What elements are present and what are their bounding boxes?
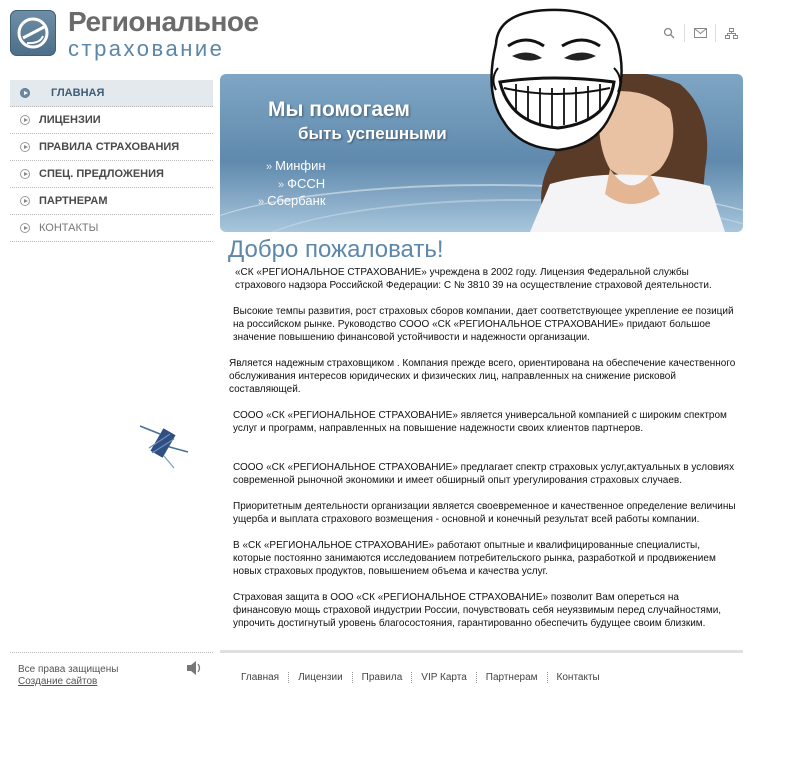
speaker-icon[interactable]: [186, 660, 202, 676]
nav-item-home[interactable]: [10, 80, 213, 107]
satellite-image: [134, 412, 194, 472]
main-content: [229, 266, 739, 630]
arrow-icon: »: [258, 196, 265, 208]
nav-item-partners[interactable]: [10, 188, 213, 215]
paragraph: Приоритетным деятельности организации является своевременное и качественное определение величины ущерба и выплата страхового возмещения - основной и конечный результат всей работы компании.: [233, 501, 736, 525]
page-title: Добро пожаловать!: [228, 236, 444, 263]
paragraph: В «СК «РЕГИОНАЛЬНОЕ СТРАХОВАНИЕ» работают опытные и квалифицированные специалисты, которые постоянно занимаются исследованием потребительского рынка, разработкой и продвижением новых страховых продуктов, повышением объема и качества услуг.: [233, 540, 716, 577]
top-icons: [654, 24, 746, 42]
paragraph: Высокие темпы развития, рост страховых сборов компании, дает соответствующее укрепление ее позиций на российском рынке. Руководство СООО «СК «РЕГИОНАЛЬНОЕ СТРАХОВАНИЕ» придают большое значение повышению финансовой устойчивости и надежности организации.: [233, 306, 734, 343]
nav-item-contacts[interactable]: [10, 215, 213, 242]
nav-item-licenses[interactable]: [10, 107, 213, 134]
banner-subheadline: быть успешными: [298, 124, 447, 143]
bullet-icon: [20, 223, 30, 233]
banner-link-label: ФССН: [287, 176, 326, 191]
nav-item-rules[interactable]: [10, 134, 213, 161]
troll-face-image: [478, 4, 628, 154]
nav-item-special-offers[interactable]: [10, 161, 213, 188]
footer-link-partners[interactable]: Партнерам: [477, 672, 548, 683]
banner-headline: Мы помогаем: [268, 98, 410, 121]
nav-item-label: ПРАВИЛА СТРАХОВАНИЯ: [39, 141, 180, 153]
footer-divider: [220, 650, 743, 653]
bullet-icon: [20, 169, 30, 179]
bullet-icon: [20, 142, 30, 152]
logo-icon[interactable]: [10, 10, 56, 56]
bullet-icon: [20, 115, 30, 125]
paragraph: СООО «СК «РЕГИОНАЛЬНОЕ СТРАХОВАНИЕ» предлагает спектр страховых услуг,актуальных в условиях современной рыночной экономики и имеет обширный опыт урегулирования страховых случаев.: [233, 462, 735, 486]
banner-link-sberbank[interactable]: [258, 193, 326, 208]
nav-item-label: СПЕЦ. ПРЕДЛОЖЕНИЯ: [39, 168, 164, 180]
footer-link-home[interactable]: Главная: [232, 672, 289, 683]
mail-icon[interactable]: [685, 24, 716, 42]
site-creation-link[interactable]: Создание сайтов: [18, 676, 98, 687]
paragraph: Является надежным страховщиком . Компания прежде всего, ориентирована на обеспечение качественного обслуживания интересов юридических и физических лиц, направленных на снижение рисковой составляющей.: [229, 358, 736, 395]
nav-item-label: ЛИЦЕНЗИИ: [39, 114, 101, 126]
sidebar-nav: [10, 80, 213, 242]
banner-link-fssn[interactable]: [278, 176, 325, 191]
nav-item-label: ГЛАВНАЯ: [51, 87, 105, 99]
bullet-icon: [20, 196, 30, 206]
footer-link-contacts[interactable]: Контакты: [556, 672, 600, 683]
sitemap-icon[interactable]: [716, 24, 746, 42]
banner-link-label: Минфин: [275, 158, 326, 173]
footer-divider: [10, 652, 213, 653]
footer-nav: [232, 672, 609, 683]
banner-link-label: Сбербанк: [267, 193, 326, 208]
arrow-icon: »: [266, 161, 273, 173]
logo-title: Региональное: [68, 6, 259, 37]
logo-subtitle: страхование: [68, 36, 225, 61]
search-icon[interactable]: [654, 24, 685, 42]
footer-link-vip-card[interactable]: VIP Карта: [412, 672, 476, 683]
bullet-icon: [20, 88, 30, 98]
nav-item-label: ПАРТНЕРАМ: [39, 195, 108, 207]
banner-link-minfin[interactable]: [266, 158, 326, 173]
nav-item-label: КОНТАКТЫ: [39, 222, 99, 234]
arrow-icon: »: [278, 179, 285, 191]
paragraph: СООО «СК «РЕГИОНАЛЬНОЕ СТРАХОВАНИЕ» является универсальной компанией с широким спектром услуг и программ, направленных на повышение надежности своих клиентов партнеров.: [233, 410, 727, 434]
footer-link-licenses[interactable]: Лицензии: [289, 672, 353, 683]
footer-link-rules[interactable]: Правила: [353, 672, 413, 683]
paragraph: «СК «РЕГИОНАЛЬНОЕ СТРАХОВАНИЕ» учреждена в 2002 году. Лицензия Федеральной службы страхового надзора Российской Федерации: С № 3810 39 на осуществление страховой деятельности.: [235, 267, 712, 291]
copyright-text: Все права защищены: [18, 664, 119, 675]
paragraph: Страховая защита в ООО «СК «РЕГИОНАЛЬНОЕ СТРАХОВАНИЕ» позволит Вам опереться на финансовую мощь страховой индустрии России, почувствовать себя неуязвимым перед случайностями, упрочить достигнутый уровень благосостояния, гарантированно обеспечить будущее своим близким.: [233, 592, 722, 629]
